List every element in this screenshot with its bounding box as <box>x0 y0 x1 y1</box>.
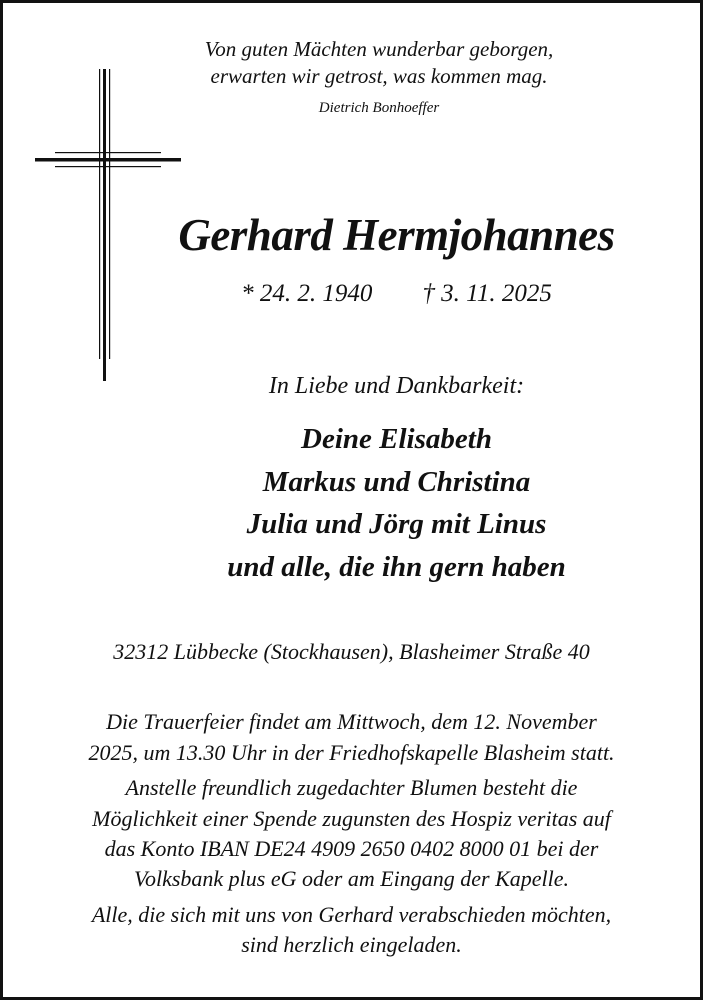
birth-date: * 24. 2. 1940 <box>241 280 373 307</box>
mourners-intro: In Liebe und Dankbarkeit: <box>268 373 525 399</box>
invitation-text-line: Alle, die sich mit uns von Gerhard verabschieden möchten, <box>91 902 612 927</box>
quote-line-1: Von guten Mächten wunderbar geborgen, <box>204 37 554 61</box>
death-date: † 3. 11. 2025 <box>422 280 552 307</box>
mourner-name: und alle, die ihn gern haben <box>227 551 566 583</box>
invitation-text-line: sind herzlich eingeladen. <box>241 932 462 957</box>
mourner-name: Julia und Jörg mit Linus <box>246 508 547 540</box>
deceased-name: Gerhard Hermjohannes <box>178 210 615 260</box>
donation-text-line: Volksbank plus eG oder am Eingang der Kapelle. <box>133 866 570 891</box>
donation-text-line: Anstelle freundlich zugedachter Blumen besteht die <box>125 775 578 800</box>
quote-line-2: erwarten wir getrost, was kommen mag. <box>210 64 548 88</box>
funeral-text-line: 2025, um 13.30 Uhr in der Friedhofskapelle Blasheim statt. <box>88 740 615 765</box>
family-address: 32312 Lübbecke (Stockhausen), Blasheimer Straße 40 <box>113 639 590 664</box>
mourner-name: Markus und Christina <box>262 466 531 498</box>
life-dates <box>153 279 640 309</box>
funeral-text-line: Die Trauerfeier findet am Mittwoch, dem 12. November <box>106 709 597 734</box>
mourner-name: Deine Elisabeth <box>301 423 492 455</box>
donation-text-line: Möglichkeit einer Spende zugunsten des Hospiz veritas auf <box>92 806 611 831</box>
donation-text-line: das Konto IBAN DE24 4909 2650 0402 8000 01 bei der <box>104 836 599 861</box>
quote-author: Dietrich Bonhoeffer <box>318 100 440 116</box>
